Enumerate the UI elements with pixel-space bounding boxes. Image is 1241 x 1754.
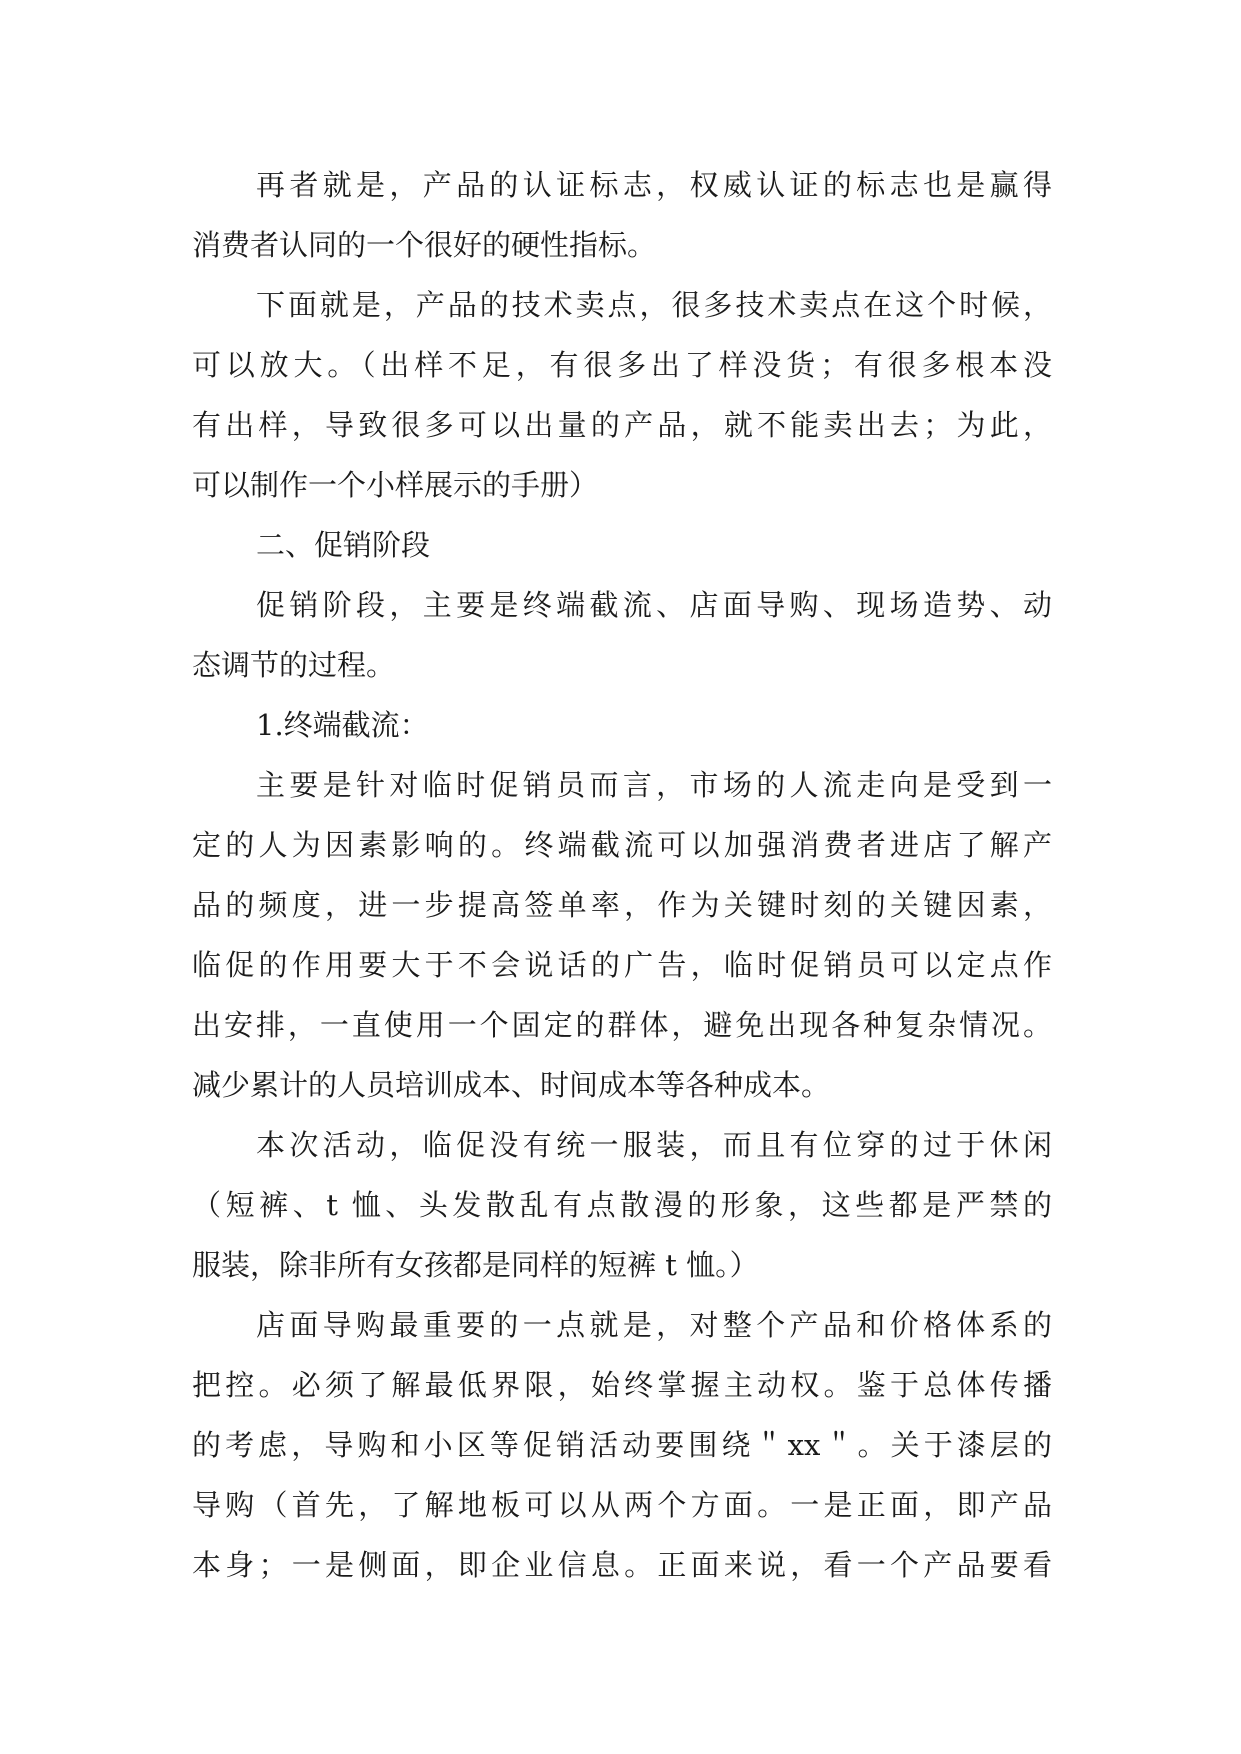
paragraph-guide-line-5: 本身；一是侧面，即企业信息。正面来说，看一个产品要看 [192, 1548, 1052, 1582]
paragraph-interception-line-2: 定的人为因素影响的。终端截流可以加强消费者进店了解产 [192, 828, 1052, 862]
section-heading-promotion-stage: 二、促销阶段 [256, 528, 431, 562]
paragraph-uniform-line-1: 本次活动，临促没有统一服装，而且有位穿的过于休闲 [256, 1128, 1052, 1162]
paragraph-guide-line-4: 导购（首先，了解地板可以从两个方面。一是正面，即产品 [192, 1488, 1052, 1522]
paragraph-uniform-line-2: （短裤、t 恤、头发散乱有点散漫的形象，这些都是严禁的 [192, 1188, 1052, 1222]
paragraph-guide-line-3: 的考虑，导购和小区等促销活动要围绕＂xx＂。关于漆层的 [192, 1428, 1052, 1462]
paragraph-promotion-line-2: 态调节的过程。 [192, 648, 396, 682]
paragraph-interception-line-3: 品的频度，进一步提高签单率，作为关键时刻的关键因素， [192, 888, 1052, 922]
paragraph-selling-points-line-1: 下面就是，产品的技术卖点，很多技术卖点在这个时候， [256, 288, 1052, 322]
paragraph-interception-line-1: 主要是针对临时促销员而言，市场的人流走向是受到一 [256, 768, 1052, 802]
paragraph-selling-points-line-2: 可以放大。（出样不足，有很多出了样没货；有很多根本没 [192, 348, 1052, 382]
paragraph-interception-line-5: 出安排，一直使用一个固定的群体，避免出现各种复杂情况。 [192, 1008, 1052, 1042]
paragraph-uniform-line-3: 服装，除非所有女孩都是同样的短裤 t 恤。） [192, 1248, 759, 1282]
paragraph-guide-line-1: 店面导购最重要的一点就是，对整个产品和价格体系的 [256, 1308, 1052, 1342]
paragraph-selling-points-line-4: 可以制作一个小样展示的手册） [192, 468, 599, 502]
paragraph-certification-line-2: 消费者认同的一个很好的硬性指标。 [192, 228, 657, 262]
paragraph-interception-line-4: 临促的作用要大于不会说话的广告，临时促销员可以定点作 [192, 948, 1052, 982]
document-body [192, 155, 1052, 1595]
paragraph-promotion-line-1: 促销阶段，主要是终端截流、店面导购、现场造势、动 [256, 588, 1052, 622]
paragraph-certification-line-1: 再者就是，产品的认证标志，权威认证的标志也是赢得 [256, 168, 1052, 202]
paragraph-guide-line-2: 把控。必须了解最低界限，始终掌握主动权。鉴于总体传播 [192, 1368, 1052, 1402]
paragraph-selling-points-line-3: 有出样，导致很多可以出量的产品，就不能卖出去；为此， [192, 408, 1052, 442]
paragraph-interception-line-6: 减少累计的人员培训成本、时间成本等各种成本。 [192, 1068, 831, 1102]
subheading-terminal-interception: 1.终端截流： [256, 708, 429, 742]
